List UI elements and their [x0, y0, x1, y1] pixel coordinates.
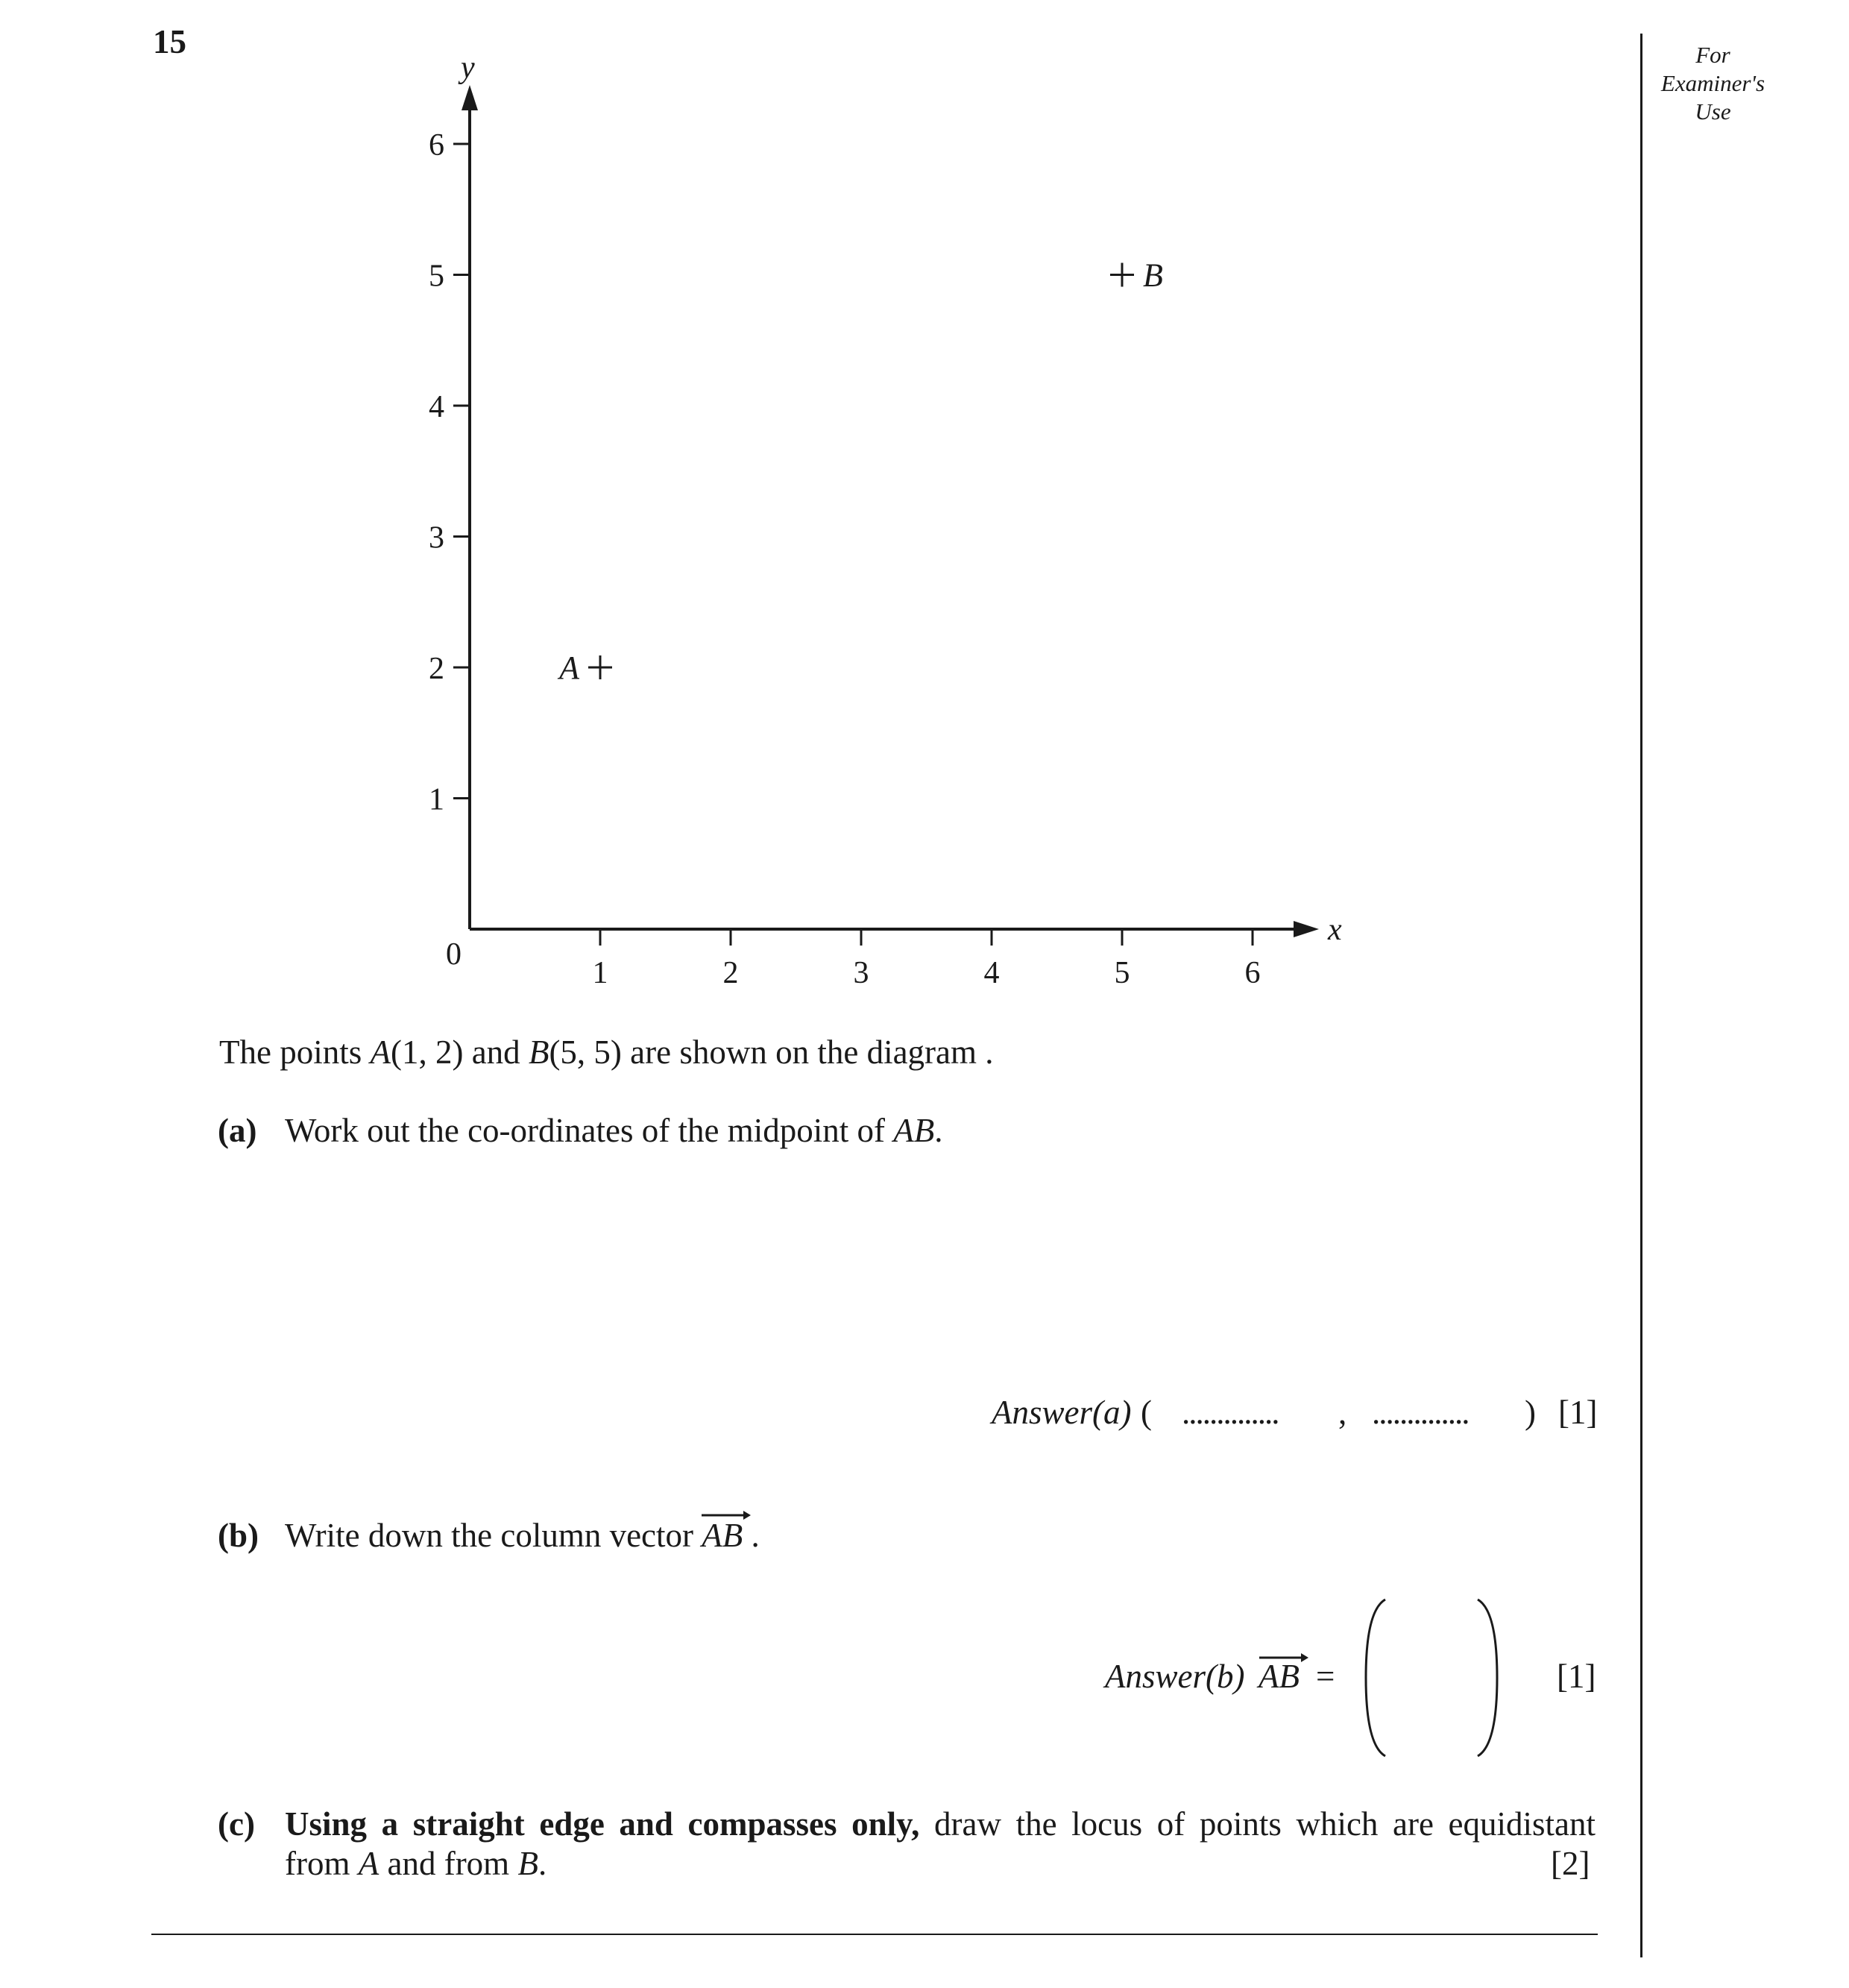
- part-c-text-3: and from: [379, 1845, 518, 1882]
- y-tick-label: 3: [429, 520, 444, 556]
- y-tick-label: 6: [429, 128, 444, 163]
- answer-a-close-paren: ): [1525, 1394, 1536, 1431]
- part-c-question-line-2: [285, 1844, 546, 1883]
- part-a-var: AB: [893, 1112, 935, 1149]
- answer-a-y-field[interactable]: ..............: [1372, 1394, 1469, 1431]
- examiner-line-3: Use: [1695, 98, 1731, 125]
- part-b-var: AB: [702, 1517, 743, 1554]
- answer-a-x-field[interactable]: ..............: [1182, 1394, 1279, 1431]
- bottom-rule: [151, 1934, 1598, 1935]
- answer-b-var: AB: [1259, 1658, 1300, 1695]
- part-b-question: [285, 1516, 760, 1555]
- column-vector-answer-field[interactable]: [1364, 1596, 1499, 1760]
- part-a-label: (a): [218, 1112, 257, 1149]
- x-axis-label: x: [1328, 913, 1342, 947]
- stem-point-a: A: [370, 1034, 391, 1071]
- part-c-question-line-1: [285, 1805, 1596, 1843]
- answer-b-equals: =: [1316, 1658, 1335, 1695]
- part-b-text: Write down the column vector: [285, 1517, 702, 1554]
- answer-b-label: Answer(b): [1105, 1658, 1245, 1695]
- answer-a-comma: ,: [1338, 1394, 1347, 1431]
- x-tick-label: 4: [983, 956, 1000, 990]
- x-tick-label: 2: [722, 956, 739, 990]
- stem-text-3: (5, 5) are shown on the diagram .: [549, 1034, 994, 1071]
- x-tick-label: 1: [592, 956, 608, 990]
- point-a-label: A: [559, 649, 579, 686]
- part-b-vector: [702, 1517, 743, 1554]
- x-tick-label: 6: [1244, 956, 1261, 990]
- part-b-label: (b): [218, 1517, 259, 1554]
- part-c-text-1: draw the locus of points which are equidistant: [919, 1805, 1596, 1843]
- part-a-question: [285, 1111, 942, 1150]
- part-c-marks: [2]: [1551, 1845, 1590, 1882]
- part-c-point-a: A: [358, 1845, 379, 1882]
- stem-point-b: B: [528, 1034, 549, 1071]
- question-number: 15: [153, 23, 186, 60]
- stem-text-2: (1, 2) and: [390, 1034, 529, 1071]
- part-c-period: .: [538, 1845, 547, 1882]
- part-a-period: .: [934, 1112, 943, 1149]
- left-bracket-icon: [1366, 1599, 1385, 1756]
- point-b-label: B: [1143, 257, 1163, 294]
- part-c-point-b: B: [517, 1845, 538, 1882]
- examiner-line-1: For: [1695, 42, 1730, 68]
- vector-arrow-icon: [699, 1508, 751, 1523]
- answer-a-label: Answer(a): [992, 1394, 1132, 1431]
- x-tick-label: 3: [853, 956, 869, 990]
- part-b-marks: [1]: [1557, 1658, 1596, 1695]
- stem-text-1: The points: [219, 1034, 371, 1071]
- part-b-period: .: [743, 1517, 760, 1554]
- origin-label: 0: [446, 937, 462, 972]
- question-stem: [219, 1033, 994, 1072]
- answer-a-open-paren: (: [1141, 1394, 1152, 1431]
- y-axis-label: y: [461, 51, 475, 85]
- part-c-bold-instruction: Using a straight edge and compasses only,: [285, 1805, 920, 1843]
- right-bracket-icon: [1478, 1599, 1497, 1756]
- y-tick-label: 1: [429, 782, 444, 817]
- y-tick-label: 2: [429, 652, 444, 686]
- part-a-text: Work out the co-ordinates of the midpoint of: [285, 1112, 894, 1149]
- y-tick-label: 4: [429, 390, 444, 424]
- examiner-line-2: Examiner's: [1660, 70, 1765, 96]
- part-c-label: (c): [218, 1805, 255, 1843]
- part-a-marks: [1]: [1558, 1394, 1598, 1431]
- x-axis-arrow-icon: [1294, 921, 1319, 937]
- x-tick-label: 5: [1114, 956, 1130, 990]
- y-tick-label: 5: [429, 259, 444, 294]
- part-c-text-2: from: [285, 1845, 359, 1882]
- y-axis-arrow-icon: [462, 85, 478, 110]
